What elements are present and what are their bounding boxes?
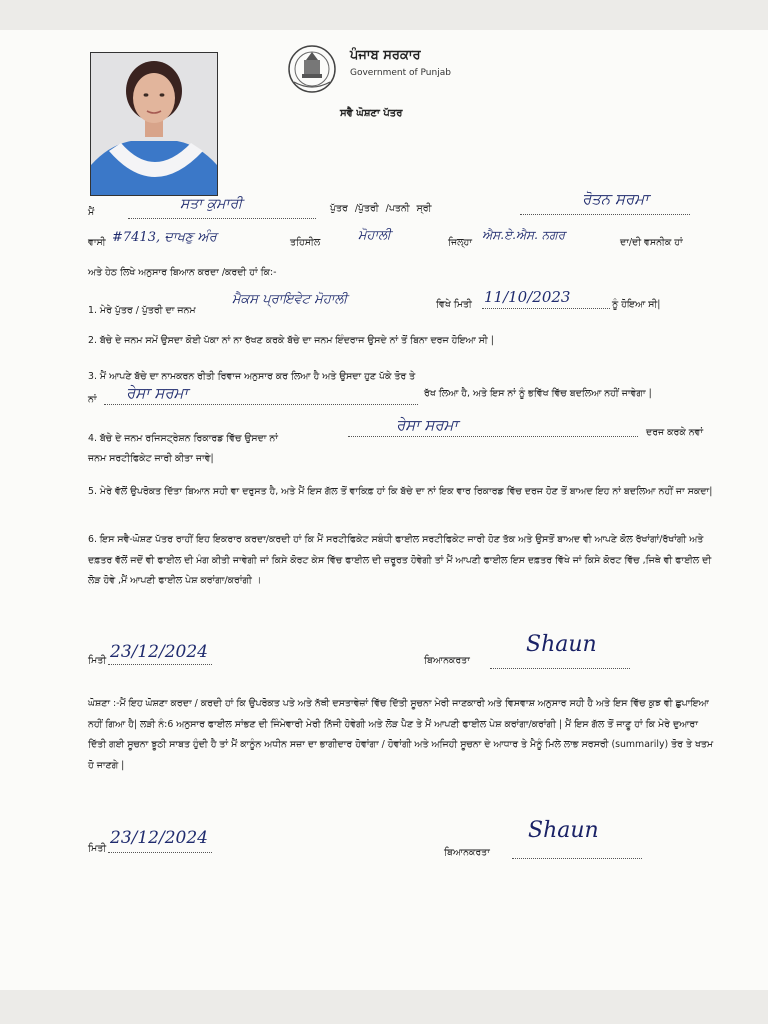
item-4-suffix: ਦਰਜ ਕਰਕੇ ਨਵਾਂ (646, 427, 704, 438)
document-title: ਸਵੈ ਘੋਸ਼ਣਾ ਪੱਤਰ (340, 108, 403, 119)
item-1-birth-date: 11/10/2023 (484, 288, 571, 306)
item-4-name: ਰੇਸਾ ਸਰਮਾ (396, 416, 458, 434)
item-3-na: ਨਾਂ (88, 394, 97, 405)
punjab-emblem-icon (284, 42, 340, 96)
item-4-prefix: 4. ਬੱਚੇ ਦੇ ਜਨਮ ਰਜਿਸਟ੍ਰੇਸ਼ਨ ਰਿਕਾਰਡ ਵਿੱਚ ਉਸਦਾ ਨਾਂ (88, 433, 278, 444)
declaration-text: ਘੋਸ਼ਣਾ :-ਮੈਂ ਇਹ ਘੋਸ਼ਣਾ ਕਰਦਾ / ਕਰਦੀ ਹਾਂ ਕਿ ਉਪਰੋਕਤ ਪਤੇ ਅਤੇ ਨੱਥੀ ਦਸਤਾਵੇਜ਼ਾਂ ਵਿੱਚ ਦਿੱਤੀ ਸੂਚਨਾ ਮੇਰੀ ਜਾਣਕਾਰੀ ਅਤੇ ਵਿਸਵਾਸ਼ ਅਨੁਸਾਰ ਸਹੀ ਹੈ ਅਤੇ ਇਸ ਵਿੱਚ ਕੁਝ ਵੀ ਛੁਪਾਇਆ ਨਹੀਂ ਗਿਆ ਹੈ| ਲੜੀ ਨੰ:6 ਅਨੁਸਾਰ ਫਾਈਲ ਸਾਂਭਣ ਦੀ ਜਿੰਮੇਵਾਰੀ ਮੇਰੀ ਨਿੱਜੀ ਹੋਵੇਗੀ ਅਤੇ ਲੋੜ ਪੈਣ ਤੇ ਮੈਂ ਆਪਣੀ ਫਾਈਲ ਪੇਸ਼ ਕਰਾਂਗਾ/ਕਰਾਂਗੀ | ਮੈਂ ਇਸ ਗੱਲ ਤੋਂ ਜਾਣੂ ਹਾਂ ਕਿ ਮੇਰੇ ਦੁਆਰਾ ਦਿੱਤੀ ਗਈ ਸੂਚਨਾ ਝੂਠੀ ਸਾਬਤ ਹੁੰਦੀ ਹੈ ਤਾਂ ਮੈਂ ਕਾਨੂੰਨ ਅਧੀਨ ਸਜ਼ਾ ਦਾ ਭਾਗੀਦਾਰ ਹੋਵਾਂਗਾ / ਹੋਵਾਂਗੀ ਅਤੇ ਅਜਿਹੀ ਸੂਚਨਾ ਦੇ ਆਧਾਰ ਤੇ ਮੈਨੂੰ ਮਿਲੇ ਲਾਭ ਸਰਸਰੀ (summarily) ਤੋਰ ਤੇ ਖਤਮ ਹੋ ਜਾਣਗੇ | (88, 698, 714, 771)
father-underline (520, 214, 690, 215)
sign-1-underline (490, 668, 630, 669)
father-name: ਰੋਤਨ ਸਰਮਾ (582, 190, 649, 208)
item-4-line-2: ਜਨਮ ਸਰਟੀਫਿਕੇਟ ਜਾਰੀ ਕੀਤਾ ਜਾਵੇ| (88, 453, 214, 464)
item-1-birth-place: ਮੈਕਸ ਪ੍ਰਾਇਵੇਟ ਮੋਹਾਲੀ (232, 292, 348, 307)
item-2: 2. ਬੱਚੇ ਦੇ ਜਨਮ ਸਮੇਂ ਉਸਦਾ ਕੋਈ ਪੱਕਾ ਨਾਂ ਨਾ ਰੱਖਣ ਕਰਕੇ ਬੱਚੇ ਦਾ ਜਨਮ ਇੰਦਰਾਜ ਉਸਦੇ ਨਾਂ ਤੋਂ ਬਿਨਾ ਦਰਜ ਹੋਇਆ ਸੀ | (88, 335, 494, 346)
tehsil-label: ਤਹਿਸੀਲ (290, 237, 321, 248)
item-1-mid: ਵਿਖੇ ਮਿਤੀ (436, 299, 472, 310)
district-value: ਐਸ.ਏ.ਐਸ. ਨਗਰ (482, 228, 566, 242)
relation-labels: ਪੁੱਤਰ /ਪੁੱਤਰੀ /ਪਤਨੀ ਸ੍ਰੀ (330, 203, 432, 214)
item-4-underline (348, 436, 638, 437)
item-6: 6. ਇਸ ਸਵੈ-ਘੋਸ਼ਣ ਪੱਤਰ ਰਾਹੀਂ ਇਹ ਇਕਰਾਰ ਕਰਦਾ/ਕਰਦੀ ਹਾਂ ਕਿ ਮੈਂ ਸਰਟੀਫਿਕੇਟ ਸਬੰਧੀ ਫਾਈਲ ਸਰਟੀਫਿਕੇਟ ਜਾਰੀ ਹੋਣ ਤੱਕ ਅਤੇ ਉਸਤੋਂ ਬਾਅਦ ਵੀ ਆਪਣੇ ਕੋਲ ਰੱਖਾਂਗਾਂ/ਰੱਖਾਂਗੀ ਅਤੇ ਦਫ਼ਤਰ ਵੱਲੋਂ ਜਦੋਂ ਵੀ ਫਾਈਲ ਦੀ ਮੰਗ ਕੀਤੀ ਜਾਵੇਗੀ ਜਾਂ ਕਿਸੇ ਕੋਰਟ ਕੇਸ ਵਿੱਚ ਫਾਈਲ ਦੀ ਜ਼ਰੂਰਤ ਹੋਵੇਗੀ ਤਾਂ ਮੈਂ ਆਪਣੀ ਫਾਈਲ ਇਸ ਦਫ਼ਤਰ ਵਿੱਖੇ ਜਾਂ ਕਿਸੇ ਕੋਰਟ ਵਿੱਚ ,ਜਿਥੇ ਵੀ ਫਾਈਲ ਦੀ ਲੋੜ ਹੋਵੇ ,ਮੈਂ ਆਪਣੀ ਫਾਈਲ ਪੇਸ਼ ਕਰਾਂਗਾ/ਕਰਾਂਗੀ । (88, 534, 712, 586)
declarant-name: ਸਤਾ ਕੁਮਾਰੀ (180, 196, 243, 212)
sign-1-date: 23/12/2024 (110, 642, 208, 662)
item-3-suffix: ਰੱਖ ਲਿਆ ਹੈ, ਅਤੇ ਇਸ ਨਾਂ ਨੂੰ ਭਵਿੱਖ ਵਿੱਚ ਬਦਲਿਆ ਨਹੀਂ ਜਾਵੇਗਾ | (424, 388, 652, 399)
sign-2-signer-label: ਬਿਆਨਕਰਤਾ (444, 847, 490, 858)
sign-2-date-label: ਮਿਤੀ (88, 843, 107, 854)
statement-intro: ਅਤੇ ਹੇਠ ਲਿਖੇ ਅਨੁਸਾਰ ਬਿਆਨ ਕਰਦਾ /ਕਰਦੀ ਹਾਂ ਕਿ:- (88, 267, 277, 278)
sign-1-signer-label: ਬਿਆਨਕਰਤਾ (424, 655, 470, 666)
resident-suffix: ਦਾ/ਦੀ ਵਸਨੀਕ ਹਾਂ (620, 237, 683, 248)
district-label: ਜਿਲ੍ਹਾ (448, 237, 472, 248)
name-underline (128, 218, 316, 219)
sign-2-signature: Shaun (528, 818, 599, 843)
sign-1-signature: Shaun (526, 632, 597, 657)
sign-2-date-underline (108, 852, 212, 853)
item-3-name: ਰੇਸਾ ਸਰਮਾ (126, 384, 188, 402)
government-title-english: Government of Punjab (350, 68, 451, 78)
item-3-line-1: 3. ਮੈਂ ਆਪਣੇ ਬੱਚੇ ਦਾ ਨਾਮਕਰਨ ਰੀਤੀ ਰਿਵਾਜ ਅਨੁਸਾਰ ਕਰ ਲਿਆ ਹੈ ਅਤੇ ਉਸਦਾ ਹੁਣ ਪੱਕੇ ਤੋਰ ਤੇ (88, 371, 416, 382)
applicant-photo (90, 52, 218, 196)
address-value: #7413, ਦਾਖਣੁ ਅੰਰ (112, 230, 217, 245)
declarant-prefix: ਮੈਂ (88, 207, 95, 218)
sign-2-date: 23/12/2024 (110, 828, 208, 848)
item-5: 5. ਮੇਰੇ ਵੱਲੋਂ ਉਪਰੋਕਤ ਦਿੱਤਾ ਬਿਆਨ ਸਹੀ ਵਾ ਦਰੁਸਤ ਹੈ, ਅਤੇ ਮੈਂ ਇਸ ਗੱਲ ਤੋਂ ਵਾਕਿਫ਼ ਹਾਂ ਕਿ ਬੱਚੇ ਦਾ ਨਾਂ ਇਕ ਵਾਰ ਰਿਕਾਰਡ ਵਿੱਚ ਦਰਜ ਹੋਣ ਤੋਂ ਬਾਅਦ ਇਹ ਨਾਂ ਬਦਲਿਆ ਨਹੀਂ ਜਾ ਸਕਦਾ| (88, 486, 713, 497)
government-title-punjabi: ਪੰਜਾਬ ਸਰਕਾਰ (350, 48, 421, 63)
sign-1-date-label: ਮਿਤੀ (88, 655, 107, 666)
item-1-date-underline (482, 308, 610, 309)
item-3-underline (104, 404, 418, 405)
sign-1-date-underline (108, 664, 212, 665)
tehsil-value: ਮੋਹਾਲੀ (358, 228, 391, 243)
item-1-prefix: 1. ਮੇਰੇ ਪੁੱਤਰ / ਪੁੱਤਰੀ ਦਾ ਜਨਮ (88, 305, 196, 316)
sign-2-underline (512, 858, 642, 859)
item-1-suffix: ਨੂੰ ਹੋਇਆ ਸੀ| (612, 299, 661, 310)
vasi-label: ਵਾਸੀ (88, 237, 106, 248)
